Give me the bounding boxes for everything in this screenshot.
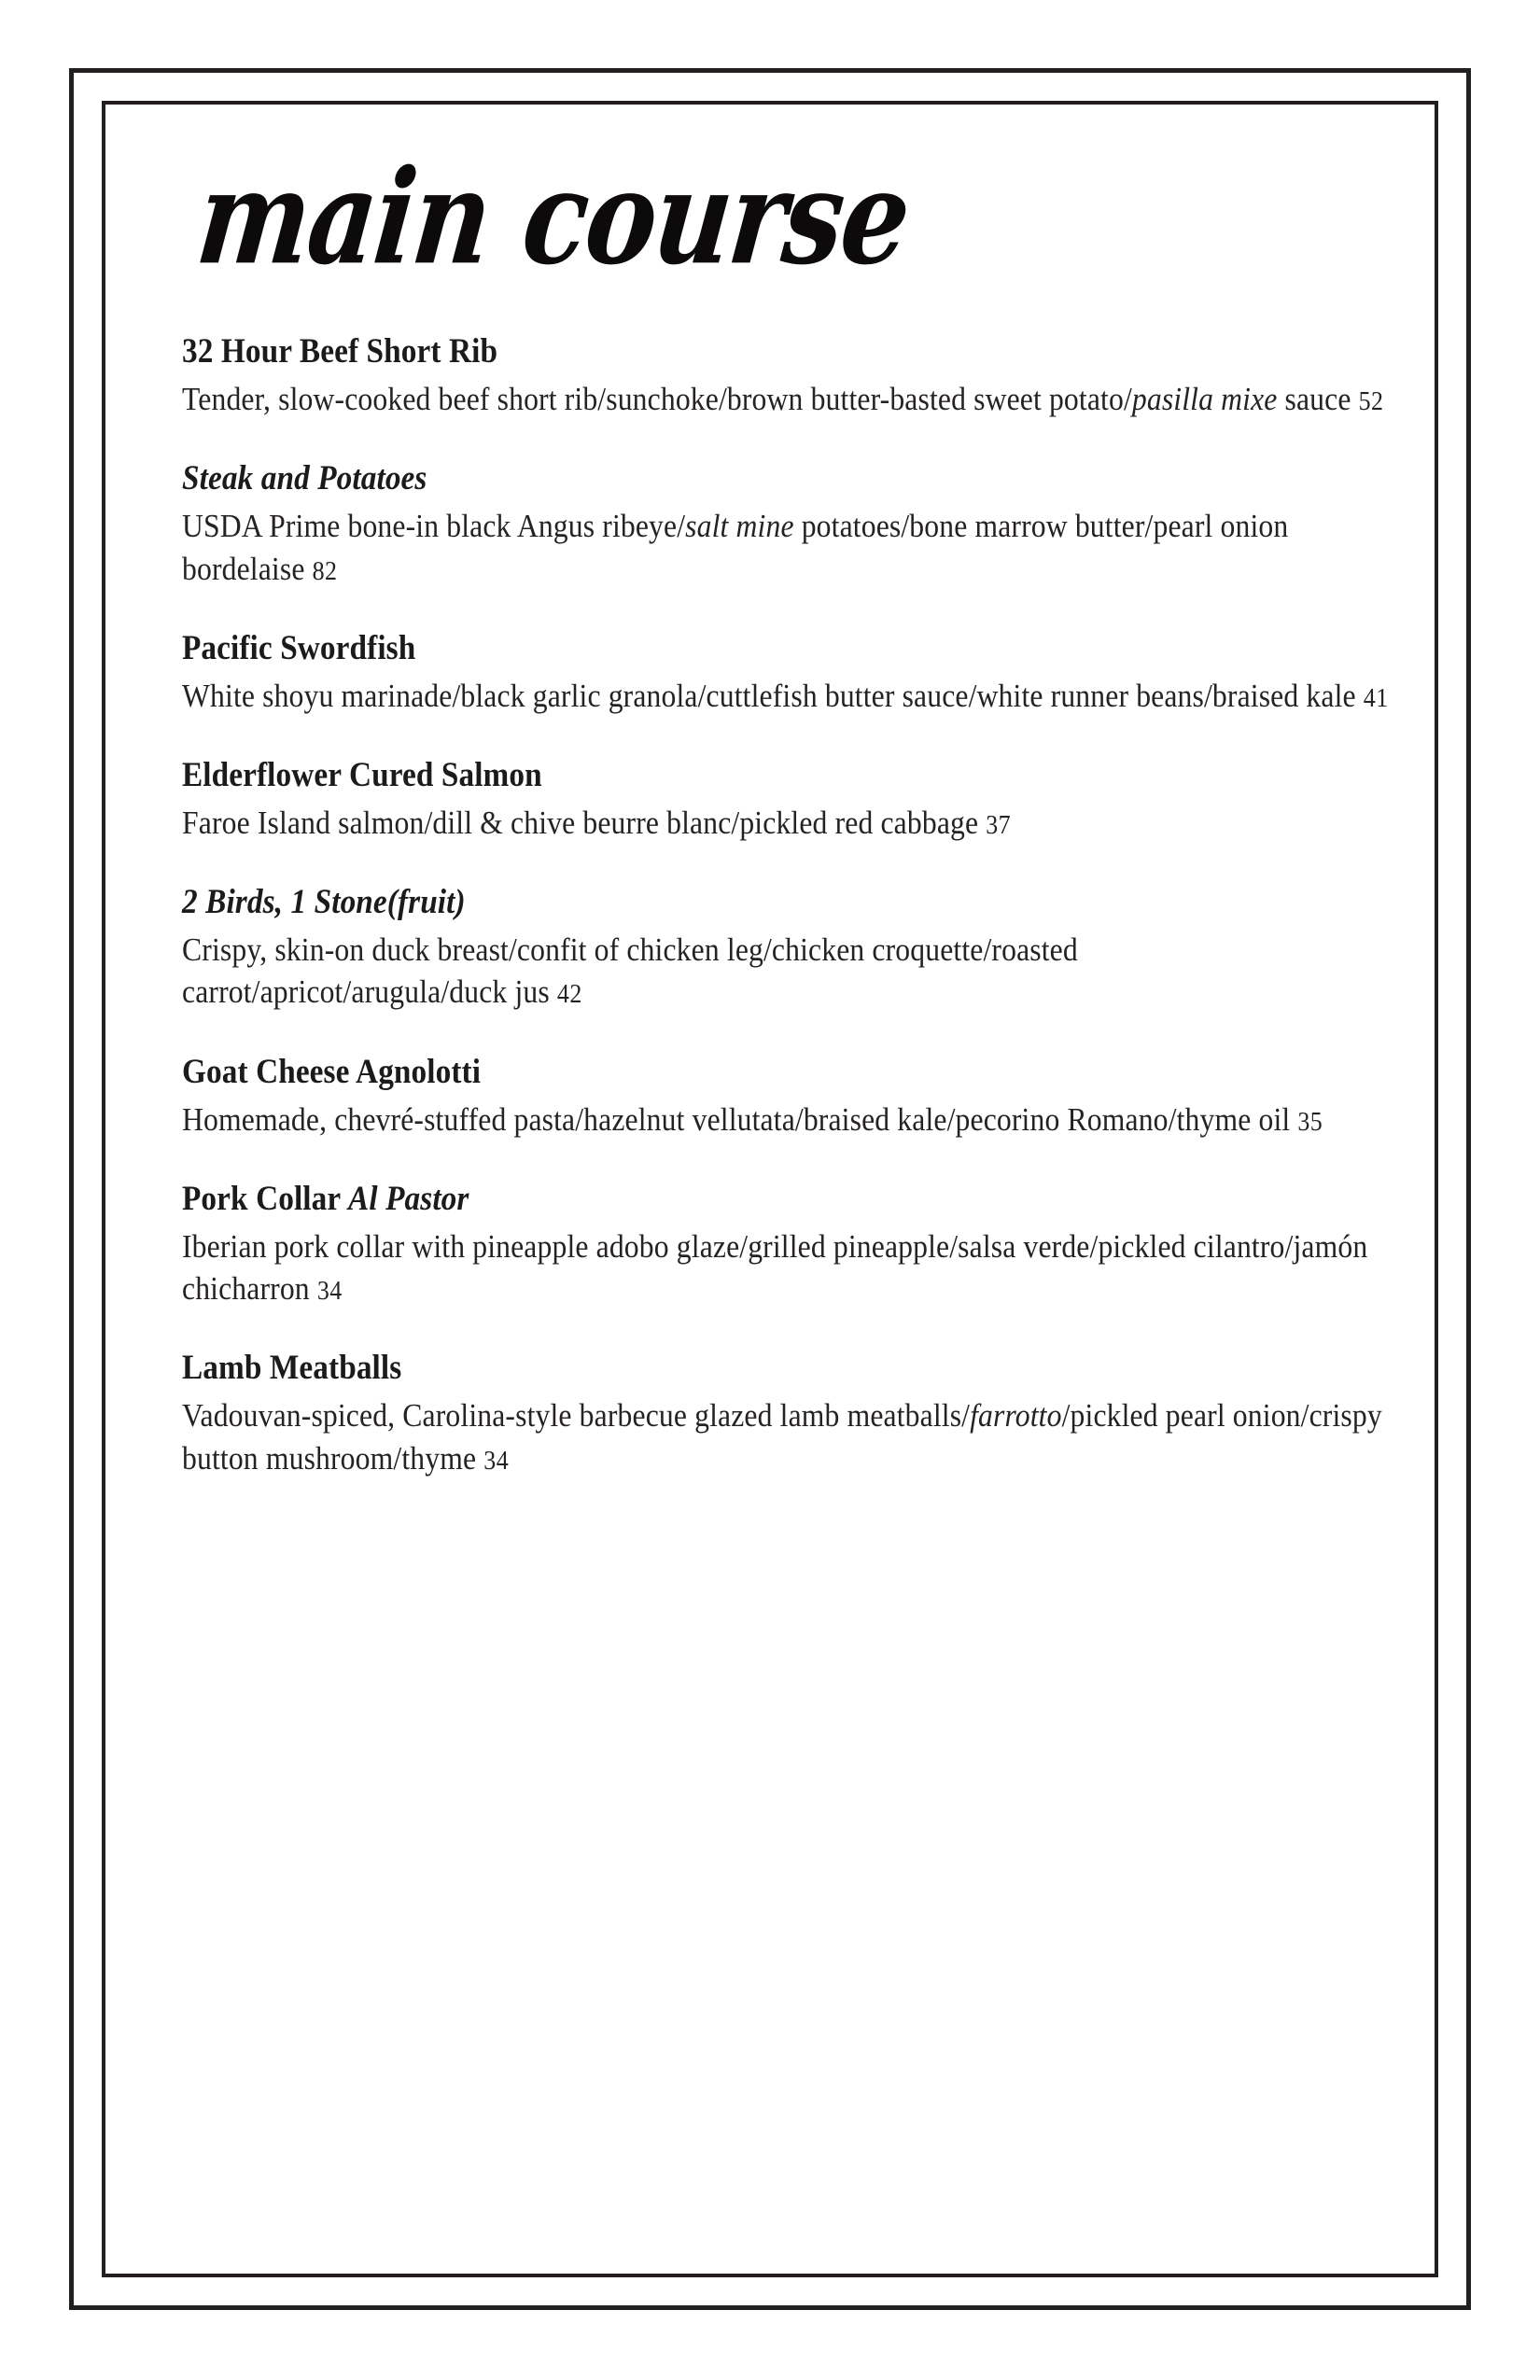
menu-item [182, 1178, 1386, 1309]
menu-item-description-text: Crispy, skin-on duck breast/confit of chicken leg/chicken croquette/roasted carrot/apricot/arugula/duck jus [182, 931, 1078, 1011]
menu-item-description-emphasis: salt mine [685, 508, 794, 545]
menu-item-price: 82 [312, 555, 338, 586]
menu-item-name [182, 1051, 1266, 1093]
menu-item-description [182, 378, 1390, 420]
menu-item-name [182, 627, 1266, 669]
menu-item-list [182, 330, 1389, 1479]
menu-item-name [182, 881, 1266, 923]
menu-item-description-text: White shoyu marinade/black garlic granola/cuttlefish butter sauce/white runner beans/braised kale [182, 677, 1364, 714]
menu-item-description [182, 802, 1390, 844]
menu-item-description-text: Iberian pork collar with pineapple adobo glaze/grilled pineapple/salsa verde/pickled cilantro/jamón chicharron [182, 1228, 1368, 1308]
menu-item-description [182, 1394, 1390, 1478]
menu-item-description-text: Tender, slow-cooked beef short rib/sunchoke/brown butter-basted sweet potato/ [182, 381, 1132, 418]
menu-item [182, 330, 1386, 420]
menu-item-name-text: Lamb Meatballs [182, 1349, 402, 1388]
menu-item-name [182, 1347, 1266, 1389]
menu-item-description-text-tail: /pickled pearl onion/crispy button mushroom/thyme [182, 1397, 1382, 1477]
decorative-frame-inner [102, 101, 1438, 2277]
menu-item-name-text: Elderflower Cured Salmon [182, 755, 542, 794]
menu-item-description [182, 1099, 1390, 1141]
menu-item-name-text: 32 Hour Beef Short Rib [182, 332, 498, 371]
menu-item-description-emphasis: farrotto [970, 1397, 1062, 1435]
menu-content [105, 105, 1435, 2274]
menu-item-description [182, 929, 1390, 1013]
menu-item-price: 42 [556, 979, 582, 1010]
menu-item-name-text: Goat Cheese Agnolotti [182, 1052, 482, 1091]
menu-item-description-text: USDA Prime bone-in black Angus ribeye/ [182, 508, 686, 545]
menu-item [182, 457, 1386, 589]
menu-item-description [182, 675, 1390, 717]
menu-item-description-text: Homemade, chevré-stuffed pasta/hazelnut vellutata/braised kale/pecorino Romano/thyme oil [182, 1100, 1298, 1138]
menu-item-price: 41 [1363, 682, 1389, 713]
menu-item-description [182, 1225, 1390, 1309]
menu-item-name-text: Pacific Swordfish [182, 628, 416, 667]
menu-item-price: 34 [483, 1445, 510, 1476]
menu-item [182, 1347, 1386, 1478]
page-title: main course [190, 140, 917, 294]
menu-item [182, 627, 1389, 717]
menu-item-name [182, 330, 1266, 372]
menu-item [182, 1051, 1386, 1141]
menu-item-price: 52 [1358, 386, 1384, 417]
menu-item-description [182, 505, 1390, 589]
menu-item-description-text: Vadouvan-spiced, Carolina-style barbecue glazed lamb meatballs/ [182, 1397, 971, 1435]
menu-item-price: 34 [316, 1276, 343, 1307]
menu-item [182, 754, 1386, 844]
decorative-frame-outer [69, 68, 1471, 2310]
menu-item-name [182, 1178, 1266, 1220]
menu-item-description-text-tail: potatoes/bone marrow butter/pearl onion bordelaise [182, 508, 1289, 587]
menu-item-name-text: 2 Birds, 1 Stone(fruit) [182, 883, 466, 922]
menu-item-name [182, 754, 1266, 796]
menu-item-description-emphasis: pasilla mixe [1131, 381, 1278, 418]
menu-item-price: 37 [986, 810, 1012, 841]
menu-item [182, 881, 1386, 1013]
menu-item-name-text: Pork Collar [182, 1179, 349, 1218]
menu-item-price: 35 [1297, 1106, 1323, 1137]
menu-item-description-text-tail: sauce [1277, 381, 1359, 418]
menu-item-description-text: Faroe Island salmon/dill & chive beurre blanc/pickled red cabbage [182, 805, 987, 842]
menu-item-name-emphasis: Al Pastor [348, 1179, 469, 1218]
menu-item-name [182, 457, 1266, 499]
menu-item-name-text: Steak and Potatoes [182, 459, 427, 498]
